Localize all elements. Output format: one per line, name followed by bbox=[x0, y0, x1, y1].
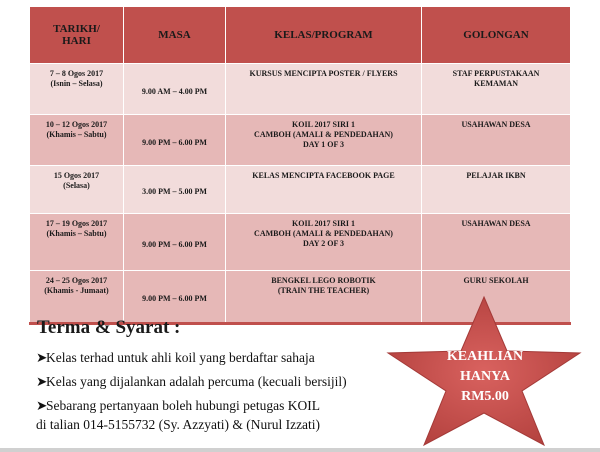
group-cell: STAF PERPUSTAKAAN KEMAMAN bbox=[422, 64, 571, 115]
badge-line-1: KEAHLIAN bbox=[446, 349, 524, 364]
list-item bbox=[36, 396, 347, 415]
day: (Khamis – Sabtu) bbox=[46, 229, 107, 238]
header-date: TARIKH/ HARI bbox=[30, 7, 124, 64]
group-cell: GURU SEKOLAH bbox=[422, 271, 571, 324]
day: (Khamis - Jumaat) bbox=[44, 286, 109, 295]
header-group: GOLONGAN bbox=[422, 7, 571, 64]
time-cell: 9.00 PM – 6.00 PM bbox=[124, 271, 226, 324]
terms-title: Terma & Syarat : bbox=[37, 317, 181, 338]
group-cell: USAHAWAN DESA bbox=[422, 115, 571, 166]
program-cell: KELAS MENCIPTA FACEBOOK PAGE bbox=[226, 166, 422, 214]
group-cell: USAHAWAN DESA bbox=[422, 214, 571, 271]
time-cell: 9.00 PM – 6.00 PM bbox=[124, 214, 226, 271]
table-row bbox=[30, 166, 571, 214]
time-cell: 3.00 PM – 5.00 PM bbox=[124, 166, 226, 214]
list-item bbox=[36, 348, 347, 367]
term-text: Kelas terhad untuk ahli koil yang berdaftar sahaja bbox=[46, 350, 315, 365]
list-item bbox=[36, 372, 347, 391]
table-row bbox=[30, 115, 571, 166]
table-header-row bbox=[30, 7, 571, 64]
schedule-table bbox=[29, 6, 571, 325]
date-cell bbox=[30, 166, 124, 214]
table-row bbox=[30, 64, 571, 115]
time-cell: 9.00 PM – 6.00 PM bbox=[124, 115, 226, 166]
badge-line-3: RM5.00 bbox=[461, 389, 509, 404]
date: 17 – 19 Ogos 2017 bbox=[45, 219, 108, 228]
arrow-bullet-icon: ➤ bbox=[36, 374, 48, 389]
arrow-bullet-icon: ➤ bbox=[36, 350, 48, 365]
date-cell bbox=[30, 115, 124, 166]
day: (Selasa) bbox=[63, 181, 90, 190]
badge-line-2: HANYA bbox=[459, 369, 511, 384]
header-time: MASA bbox=[124, 7, 226, 64]
time-cell: 9.00 AM – 4.00 PM bbox=[124, 64, 226, 115]
program-cell: KURSUS MENCIPTA POSTER / FLYERS bbox=[226, 64, 422, 115]
table-row bbox=[30, 214, 571, 271]
date: 7 – 8 Ogos 2017 bbox=[49, 69, 104, 78]
contact-line: di talian 014-5155732 (Sy. Azzyati) & (Nurul Izzati) bbox=[36, 417, 321, 432]
membership-badge-text bbox=[430, 347, 540, 407]
term-text: Kelas yang dijalankan adalah percuma (kecuali bersijil) bbox=[46, 374, 347, 389]
day: (Khamis – Sabtu) bbox=[46, 130, 107, 139]
date: 10 – 12 Ogos 2017 bbox=[45, 120, 108, 129]
program-cell: KOIL 2017 SIRI 1 CAMBOH (AMALI & PENDEDAHAN) DAY 2 OF 3 bbox=[226, 214, 422, 271]
date: 15 Ogos 2017 bbox=[53, 171, 100, 180]
term-text: Sebarang pertanyaan boleh hubungi petugas KOIL bbox=[46, 398, 321, 413]
date-cell bbox=[30, 271, 124, 324]
date-cell bbox=[30, 214, 124, 271]
date: 24 – 25 Ogos 2017 bbox=[45, 276, 108, 285]
date-cell bbox=[30, 64, 124, 115]
arrow-bullet-icon: ➤ bbox=[36, 398, 48, 413]
header-program: KELAS/PROGRAM bbox=[226, 7, 422, 64]
bottom-divider bbox=[0, 448, 600, 452]
day: (Isnin – Selasa) bbox=[50, 79, 103, 88]
terms-list bbox=[36, 348, 347, 434]
program-cell: BENGKEL LEGO ROBOTIK (TRAIN THE TEACHER) bbox=[226, 271, 422, 324]
group-cell: PELAJAR IKBN bbox=[422, 166, 571, 214]
program-cell: KOIL 2017 SIRI 1 CAMBOH (AMALI & PENDEDAHAN) DAY 1 OF 3 bbox=[226, 115, 422, 166]
